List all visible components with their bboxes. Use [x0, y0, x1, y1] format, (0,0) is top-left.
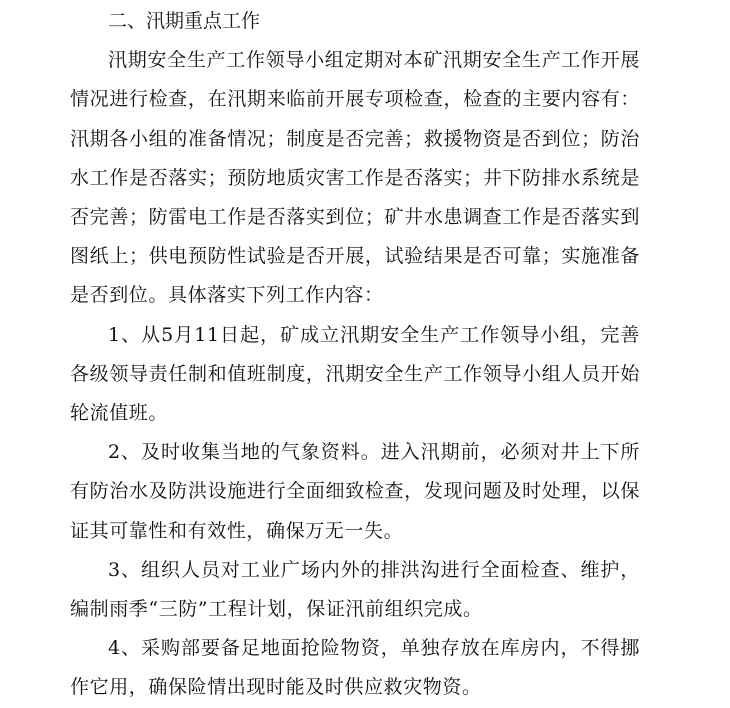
work-item-1: 1、从5月11日起，矿成立汛期安全生产工作领导小组，完善各级领导责任制和值班制度，汛期安全生产工作领导小组人员开始轮流值班。: [70, 323, 640, 425]
work-item-3: 3、组织人员对工业广场内外的排洪沟进行全面检查、维护，编制雨季“三防”工程计划，保证汛前组织完成。: [70, 558, 640, 621]
intro-paragraph: 汛期安全生产工作领导小组定期对本矿汛期安全生产工作开展情况进行检查，在汛期来临前开展专项检查，检查的主要内容有：汛期各小组的准备情况；制度是否完善；救援物资是否到位；防治水工作是否落实；预防地质灾害工作是否落实；井下防排水系统是否完善；防雷电工作是否落实到位；矿井水患调查工作是否落实到图纸上；供电预防性试验是否开展，试验结果是否可靠；实施准备是否到位。具体落实下列工作内容：: [70, 49, 640, 307]
document-page: [70, 2, 640, 708]
section-heading: 二、汛期重点工作: [108, 10, 261, 32]
work-item-2: 2、及时收集当地的气象资料。进入汛期前，必须对井上下所有防治水及防洪设施进行全面细致检查，发现问题及时处理，以保证其可靠性和有效性，确保万无一失。: [70, 441, 640, 542]
work-item-4: 4、采购部要备足地面抢险物资，单独存放在库房内，不得挪作它用，确保险情出现时能及时供应救灾物资。: [70, 637, 640, 699]
